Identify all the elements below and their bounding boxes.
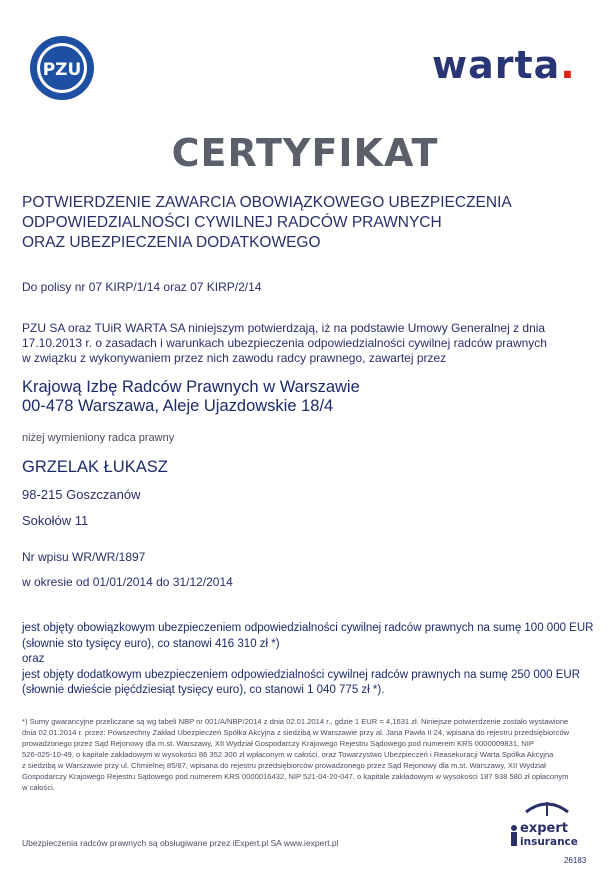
footnote-line: dnia 02.01.2014 r. przez: Powszechny Zakład Ubezpieczeń Spółka Akcyjna z siedzibą w Warszawie przy al. Jana Pawła II 24, wpisana do rejestru przedsiębiorców	[22, 728, 570, 737]
document-number: 26183	[564, 856, 587, 865]
intro-line: PZU SA oraz TUiR WARTA SA niniejszym potwierdzają, iż na podstawie Umowy Generalnej z dnia	[22, 321, 546, 335]
footnote-line: z siedzibą w Warszawie przy ul. Chmielnej 85/87, wpisana do rejestru przedsiębiorców prowadzonego przez Sąd Rejonowy dla m.st. Warszawy, XII Wydział	[22, 761, 546, 770]
footnote-line: *) Sumy gwarancyjne przeliczane są wg tabeli NBP nr 001/A/NBP/2014 z dnia 02.01.2014 r., gdzie 1 EUR = 4,1631 zł. Niniejsze potwierdzenie zostało wystawione	[22, 717, 569, 726]
certificate-subtitle	[22, 193, 582, 253]
coverage-line: oraz	[22, 653, 45, 665]
below-label: niżej wymieniony radca prawny	[22, 432, 175, 444]
footnote-line: prowadzonego przez Sąd Rejonowy dla m.st. Warszawy, XII Wydział Gospodarczy Krajowego Rejestru Sądowego pod numerem KRS 0000009831, NIP	[22, 739, 534, 748]
coverage-line: jest objęty obowiązkowym ubezpieczeniem odpowiedzialności cywilnej radców prawnych na sumę 100 000 EUR	[22, 622, 594, 634]
warta-logo	[432, 43, 576, 87]
pzu-logo	[29, 35, 95, 101]
insured-name: GRZELAK ŁUKASZ	[22, 458, 168, 476]
warta-logo-dot: .	[560, 43, 576, 87]
certificate-title: CERTYFIKAT	[171, 131, 439, 175]
insured-address-line1: 98-215 Goszczanów	[22, 487, 141, 502]
policy-line: Do polisy nr 07 KIRP/1/14 oraz 07 KIRP/2/14	[22, 280, 262, 294]
footnote-line: 526-025-10-49, o kapitale zakładowym w wysokości 86 352 300 zł wpłaconym w całości, oraz Towarzystwo Ubezpieczeń i Reasekuracji Warta Spółka Akcyjna	[22, 750, 554, 759]
expert-logo-line2: insurance	[520, 836, 578, 848]
subtitle-line: ORAZ UBEZPIECZENIA DODATKOWEGO	[22, 234, 321, 251]
intro-line: w związku z wykonywaniem przez nich zawodu radcy prawnego, zawartej przez	[22, 351, 447, 365]
insurance-period: w okresie od 01/01/2014 do 31/12/2014	[22, 575, 233, 589]
subtitle-line: POTWIERDZENIE ZAWARCIA OBOWIĄZKOWEGO UBEZPIECZENIA	[22, 194, 512, 211]
expert-insurance-logo	[506, 798, 588, 850]
coverage-block	[22, 621, 592, 699]
coverage-line: jest objęty dodatkowym ubezpieczeniem odpowiedzialności cywilnej radców prawnych na sumę 250 000 EUR	[22, 668, 581, 681]
intro-line: 17.10.2013 r. o zasadach i warunkach ubezpieczenia odpowiedzialności cywilnej radców prawnych	[22, 336, 547, 350]
footnote-line: w całości.	[22, 783, 55, 792]
coverage-line: (słownie dwieście pięćdziesiąt tysięcy euro), co stanowi 1 040 775 zł *).	[22, 684, 385, 696]
footnote-line: Gospodarczy Krajowego Rejestru Sądowego pod numerem KRS 0000016432, NIP 521-04-20-047, o kapitale zakładowym w wysokości 187 938 580 zł opłaconym	[22, 772, 569, 781]
kirp-line: Krajową Izbę Radców Prawnych w Warszawie	[22, 378, 360, 396]
expert-logo-line1: expert	[520, 821, 568, 836]
footnote	[22, 716, 584, 793]
insured-address-line2: Sokołów 11	[22, 513, 89, 528]
pzu-logo-text: PZU	[42, 60, 82, 80]
kirp-address	[22, 378, 360, 416]
subtitle-line: ODPOWIEDZIALNOŚCI CYWILNEJ RADCÓW PRAWNYCH	[22, 214, 442, 231]
kirp-line: 00-478 Warszawa, Aleje Ujazdowskie 18/4	[22, 397, 334, 415]
intro-paragraph	[22, 321, 592, 366]
coverage-line: (słownie sto tysięcy euro), co stanowi 416 310 zł *)	[22, 637, 280, 650]
bottom-note: Ubezpieczenia radców prawnych są obsługiwane przez iExpert.pl SA www.iexpert.pl	[22, 838, 339, 848]
registry-number: Nr wpisu WR/WR/1897	[22, 550, 146, 564]
warta-logo-text: warta	[432, 43, 561, 87]
